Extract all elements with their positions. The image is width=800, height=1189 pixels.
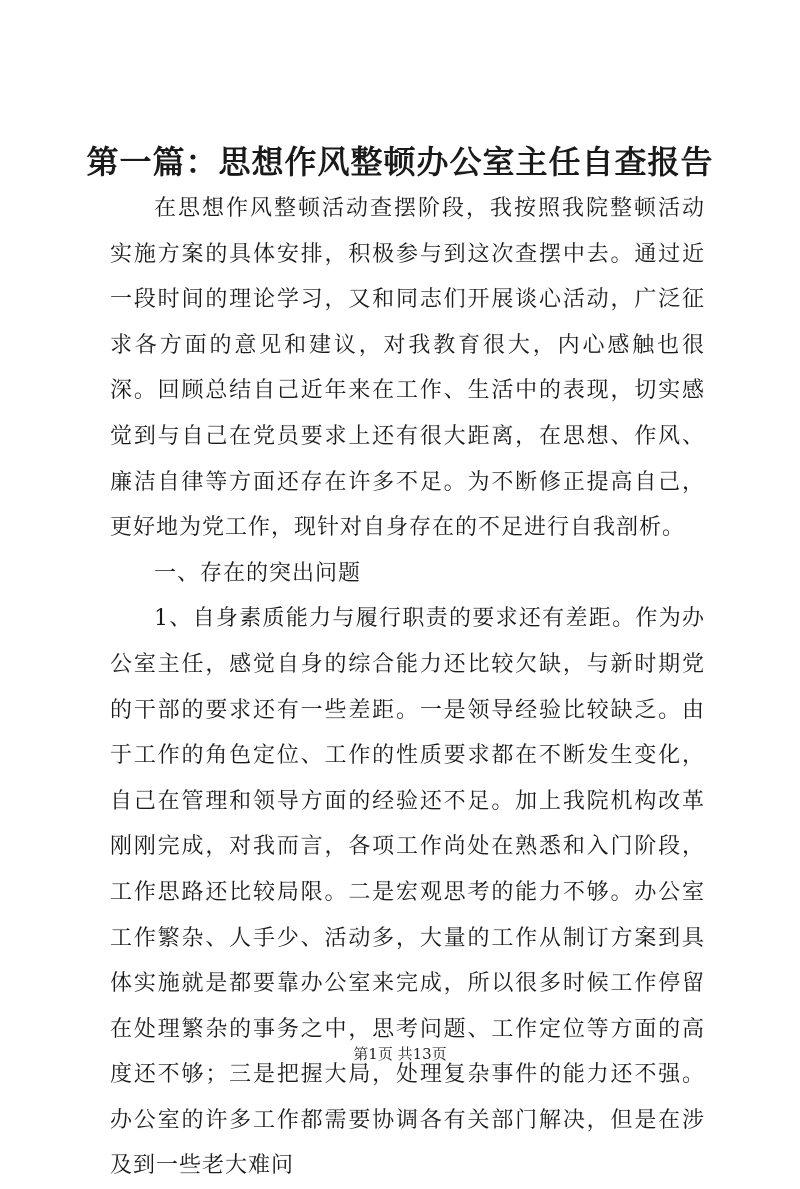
document-body — [110, 186, 705, 1189]
paragraph-problem-1: 1、自身素质能力与履行职责的要求还有差距。作为办公室主任，感觉自身的综合能力还比较欠缺，与新时期党的干部的要求还有一些差距。一是领导经验比较缺乏。由于工作的角色定位、工作的性质要求都在不断发生变化，自己在管理和领导方面的经验还不足。加上我院机构改革刚刚完成，对我而言，各项工作尚处在熟悉和入门阶段，工作思路还比较局限。二是宏观思考的能力不够。办公室工作繁杂、人手少、活动多，大量的工作从制订方案到具体实施就是都要靠办公室来完成，所以很多时候工作停留在处理繁杂的事务之中，思考问题、工作定位等方面的高度还不够；三是把握大局，处理复杂事件的能力还不强。办公室的许多工作都需要协调各有关部门解决，但是在涉及到一些老大难问 — [110, 606, 705, 1179]
document-title: 第一篇：思想作风整顿办公室主任自查报告 — [86, 143, 714, 181]
paragraph-intro: 在思想作风整顿活动查摆阶段，我按照我院整顿活动实施方案的具体安排，积极参与到这次查摆中去。通过近一段时间的理论学习，又和同志们开展谈心活动，广泛征求各方面的意见和建议，对我教育很大，内心感触也很深。回顾总结自己近年来在工作、生活中的表现，切实感觉到与自己在党员要求上还有很大距离，在思想、作风、廉洁自律等方面还存在许多不足。为不断修正提高自己，更好地为党工作，现针对自身存在的不足进行自我剖析。 — [110, 196, 705, 541]
page-footer: 第1页 共13页 — [353, 1045, 447, 1063]
section-heading: 一、存在的突出问题 — [154, 560, 362, 586]
